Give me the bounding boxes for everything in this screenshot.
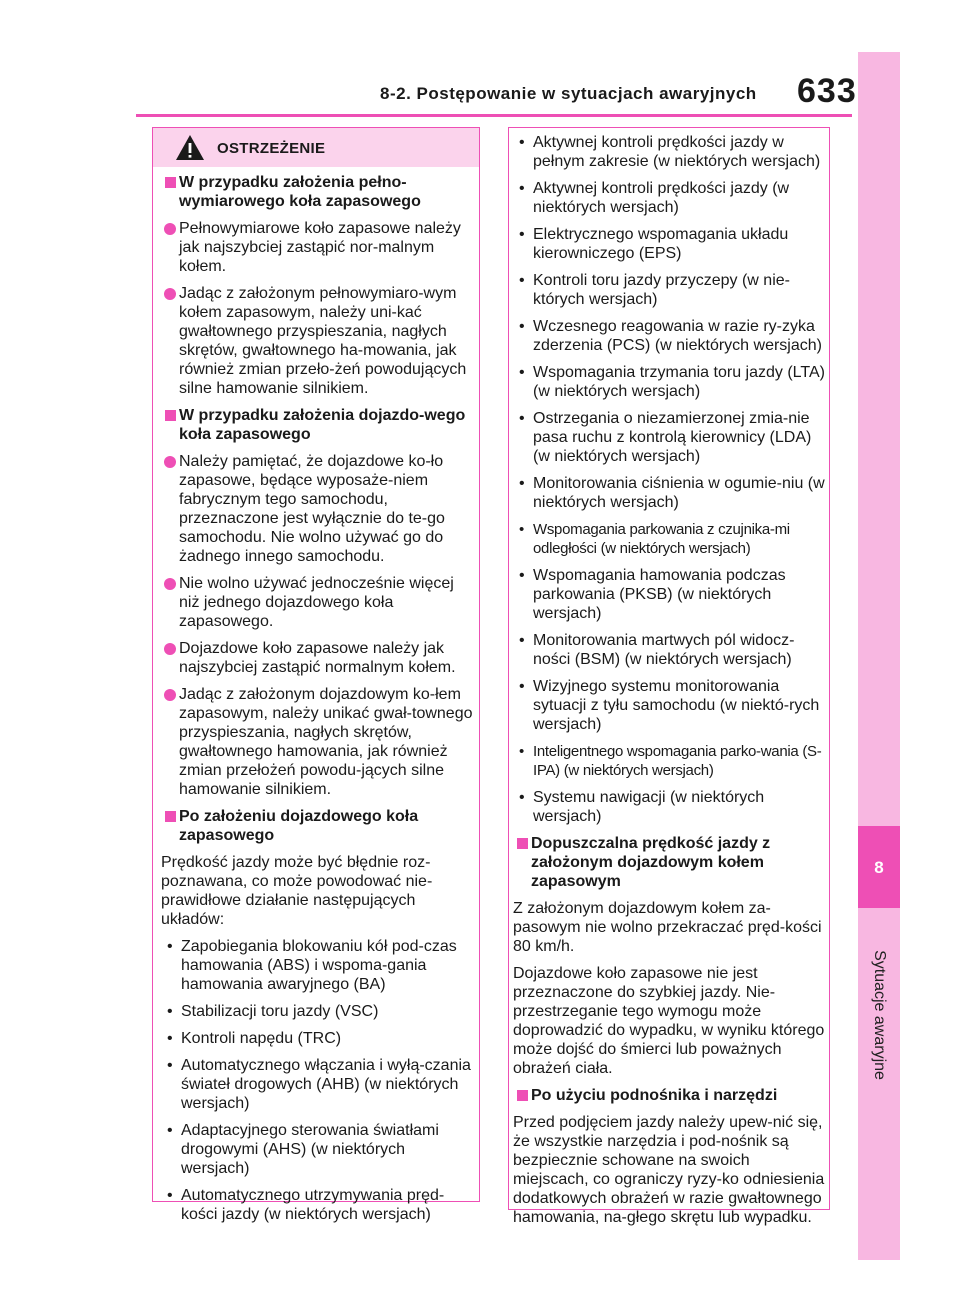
list-item: • Stabilizacji toru jazdy (VSC) (161, 1002, 473, 1021)
list-item: • Wizyjnego systemu monitorowania sytuacji z tyłu samochodu (w niektó-rych wersjach) (513, 677, 825, 734)
bullet-item: Pełnowymiarowe koło zapasowe należy jak najszybciej zastąpić nor-malnym kołem. (161, 219, 473, 276)
bullet-item: Dojazdowe koło zapasowe należy jak najszybciej zastąpić normalnym kołem. (161, 639, 473, 677)
list-item: • Aktywnej kontroli prędkości jazdy (w niektórych wersjach) (513, 179, 825, 217)
heading-after-fitting: Po założeniu dojazdowego koła zapasowego (161, 807, 473, 845)
list-item: • Ostrzegania o niezamierzonej zmia-nie pasa ruchu z kontrolą kierownicy (LDA) (w niektórych wersjach) (513, 409, 825, 466)
list-item: • Kontroli toru jazdy przyczepy (w nie-których wersjach) (513, 271, 825, 309)
list-item: • Kontroli napędu (TRC) (161, 1029, 473, 1048)
list-item: • Elektrycznego wspomagania układu kierowniczego (EPS) (513, 225, 825, 263)
paragraph: Dojazdowe koło zapasowe nie jest przeznaczone do szybkiej jazdy. Nie-przestrzeganie tego wymogu może doprowadzić do wypadku, w wyniku którego może dojść do śmierci lub poważnych obrażeń ciała. (513, 965, 825, 1077)
list-item: • Wspomagania parkowania z czujnika-mi odległości (w niektórych wersjach) (513, 520, 825, 558)
list-item: • Wczesnego reagowania w razie ry-zyka zderzenia (PCS) (w niektórych wersjach) (513, 317, 825, 355)
header-rule (136, 114, 852, 117)
section-title: 8-2. Postępowanie w sytuacjach awaryjnych (380, 84, 757, 103)
warning-box-right (508, 127, 830, 1226)
heading-max-speed: Dopuszczalna prędkość jazdy z założonym dojazdowym kołem zapasowym (513, 834, 825, 891)
list-item: • Automatycznego utrzymywania pręd-kości jazdy (w niektórych wersjach) (161, 1186, 473, 1224)
list-item: • Monitorowania ciśnienia w ogumie-niu (w niektórych wersjach) (513, 474, 825, 512)
list-item: • Wspomagania hamowania podczas parkowania (PKSB) (w niektórych wersjach) (513, 566, 825, 623)
chapter-label: Sytuacje awaryjne (871, 950, 888, 1080)
warning-title: OSTRZEŻENIE (217, 140, 326, 157)
bullet-item: Jadąc z założonym dojazdowym ko-łem zapasowym, należy unikać gwał-townego przyspieszania, nagłych skrętów, gwałtownego hamowania, jak również zmian przełożeń powodu-jących silne hamowanie silnikiem. (161, 685, 473, 799)
list-item: • Adaptacyjnego sterowania światłami drogowymi (AHS) (w niektórych wersjach) (161, 1121, 473, 1178)
paragraph: Prędkość jazdy może być błędnie roz-poznawana, co może powodować nie-prawidłowe działanie następujących układów: (161, 854, 433, 928)
list-item: • Aktywnej kontroli prędkości jazdy w pełnym zakresie (w niektórych wersjach) (513, 133, 825, 171)
list-item: • Systemu nawigacji (w niektórych wersjach) (513, 788, 825, 826)
list-item: • Wspomagania trzymania toru jazdy (LTA) (w niektórych wersjach) (513, 363, 825, 401)
bullet-item: Jadąc z założonym pełnowymiaro-wym kołem zapasowym, należy uni-kać gwałtownego przyspieszania, nagłych skrętów, gwałtownego ha-mowania, jak również zmian przeło-żeń powodujących silne hamowanie silnikiem. (161, 284, 473, 398)
bullet-item: Należy pamiętać, że dojazdowe ko-ło zapasowe, będące wyposaże-niem fabrycznym tego samochodu, przeznaczone jest wyłącznie do te-go samochodu. Nie wolno używać go do żadnego innego samochodu. (161, 452, 473, 566)
warning-content-left (161, 173, 473, 1232)
bullet-item: Nie wolno używać jednocześnie więcej niż jednego dojazdowego koła zapasowego. (161, 574, 473, 631)
warning-content-right (513, 133, 825, 1235)
paragraph: Przed podjęciem jazdy należy upew-nić się, że wszystkie narzędzia i pod-nośnik są bezpiecznie schowane na swoich miejscach, co ograniczy ryzy-ko odniesienia dodatkowych obrażeń w razie gwałtownego hamowania, na-głego skrętu lub wypadku. (513, 1114, 825, 1226)
chapter-number-block (858, 826, 900, 908)
heading-compact-spare: W przypadku założenia dojazdo-wego koła zapasowego (161, 406, 473, 444)
chapter-number: 8 (874, 858, 884, 877)
heading-full-size-spare: W przypadku założenia pełno-wymiarowego koła zapasowego (161, 173, 473, 211)
paragraph: Z założonym dojazdowym kołem za-pasowym nie wolno przekraczać pręd-kości 80 km/h. (513, 900, 822, 955)
list-item: • Automatycznego włączania i wyłą-czania świateł drogowych (AHB) (w niektórych wersjach) (161, 1056, 473, 1113)
page-number: 633 (797, 72, 857, 110)
list-item: • Zapobiegania blokowaniu kół pod-czas hamowania (ABS) i wspoma-gania hamowania awaryjnego (BA) (161, 937, 473, 994)
warning-triangle-icon (175, 134, 205, 161)
heading-after-jack-use: Po użyciu podnośnika i narzędzi (513, 1086, 825, 1105)
list-item: • Inteligentnego wspomagania parko-wania (S-IPA) (w niektórych wersjach) (513, 742, 825, 780)
warning-header (153, 128, 479, 167)
warning-box-left (152, 127, 480, 1223)
list-item: • Monitorowania martwych pól widocz-ności (BSM) (w niektórych wersjach) (513, 631, 825, 669)
